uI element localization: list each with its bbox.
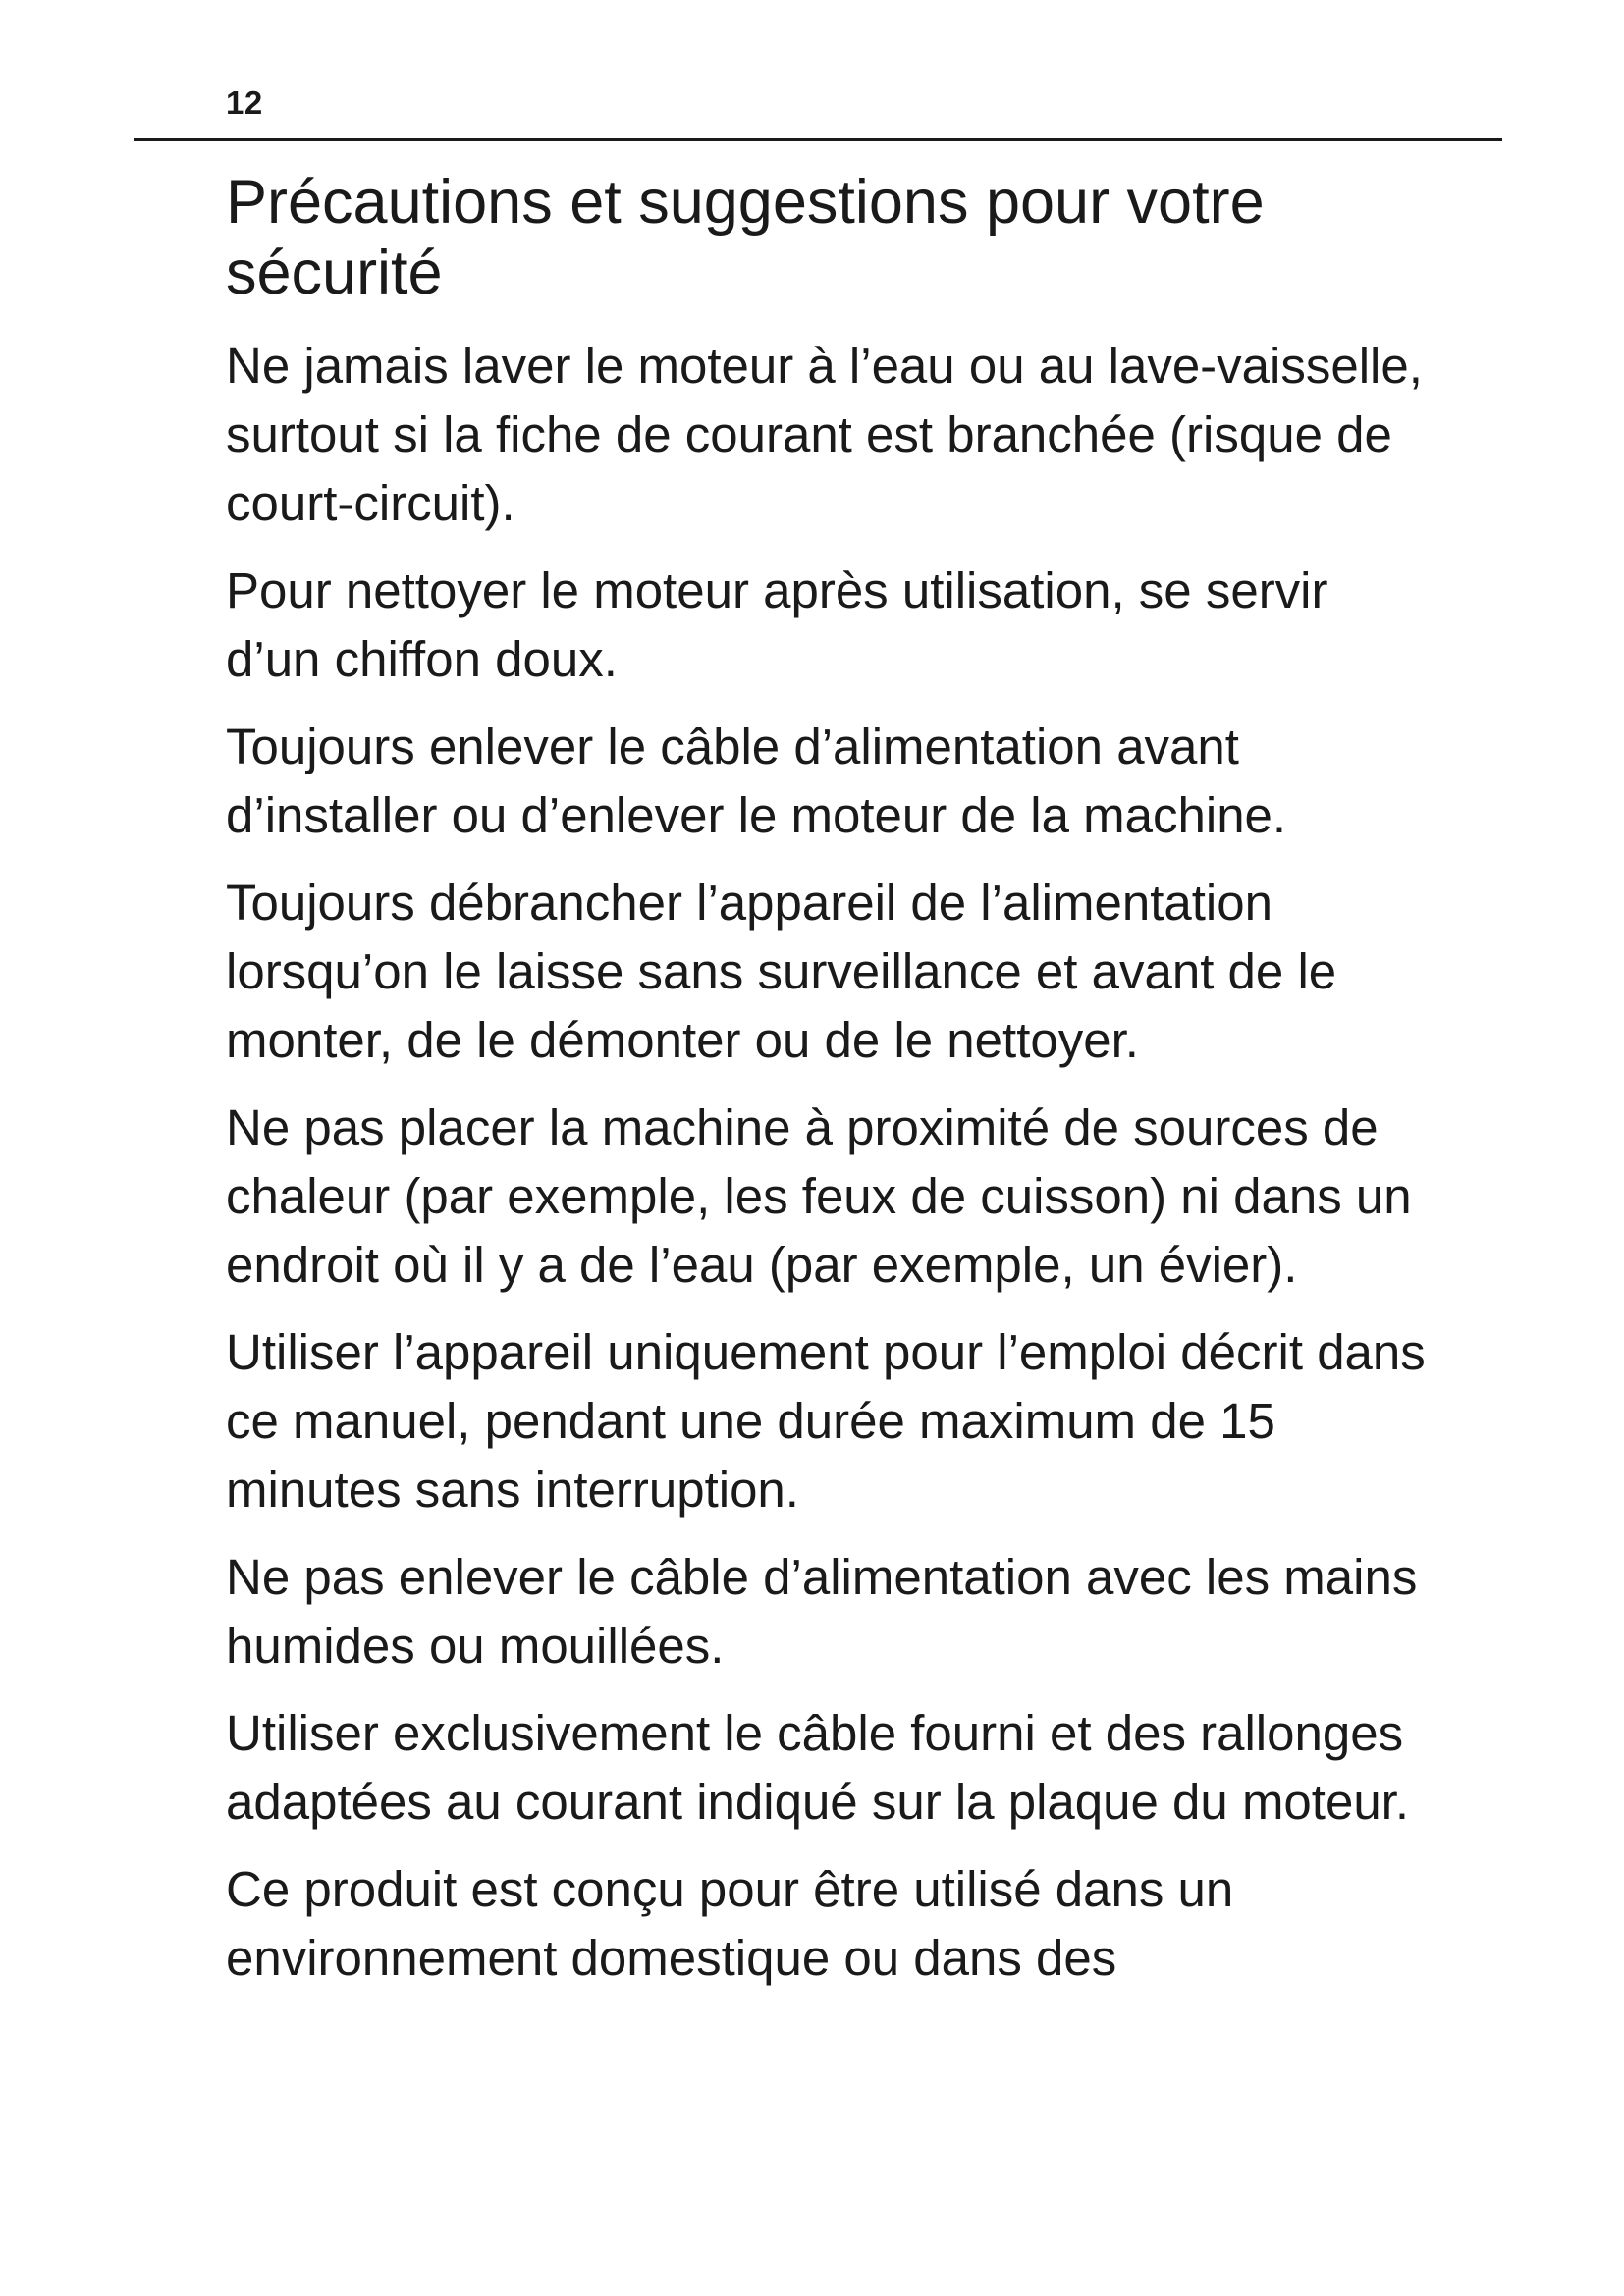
paragraph: Ne pas placer la machine à proximité de sources de chaleur (par exemple, les feux de cuisson) ni dans un endroit où il y a de l’eau (par exemple, un évier). [226, 1099, 1412, 1293]
section-title: Précautions et suggestions pour votre sécurité [226, 168, 1265, 307]
paragraph: Ne jamais laver le moteur à l’eau ou au lave-vaisselle, surtout si la fiche de courant est branchée (risque de court-circuit). [226, 338, 1423, 531]
paragraph: Ce produit est conçu pour être utilisé dans un environnement domestique ou dans des [226, 1861, 1234, 1986]
page-content [226, 167, 1434, 2011]
paragraph: Pour nettoyer le moteur après utilisation, se servir d’un chiffon doux. [226, 562, 1328, 687]
paragraph: Toujours débrancher l’appareil de l’alimentation lorsqu’on le laisse sans surveillance et avant de le monter, de le démonter ou de le nettoyer. [226, 875, 1337, 1068]
header-divider [134, 138, 1502, 141]
paragraph: Toujours enlever le câble d’alimentation avant d’installer ou d’enlever le moteur de la machine. [226, 719, 1287, 843]
paragraph: Utiliser l’appareil uniquement pour l’emploi décrit dans ce manuel, pendant une durée maximum de 15 minutes sans interruption. [226, 1324, 1426, 1518]
page-number: 12 [226, 84, 263, 121]
paragraph: Ne pas enlever le câble d’alimentation avec les mains humides ou mouillées. [226, 1549, 1418, 1674]
paragraph: Utiliser exclusivement le câble fourni et des rallonges adaptées au courant indiqué sur la plaque du moteur. [226, 1705, 1410, 1830]
